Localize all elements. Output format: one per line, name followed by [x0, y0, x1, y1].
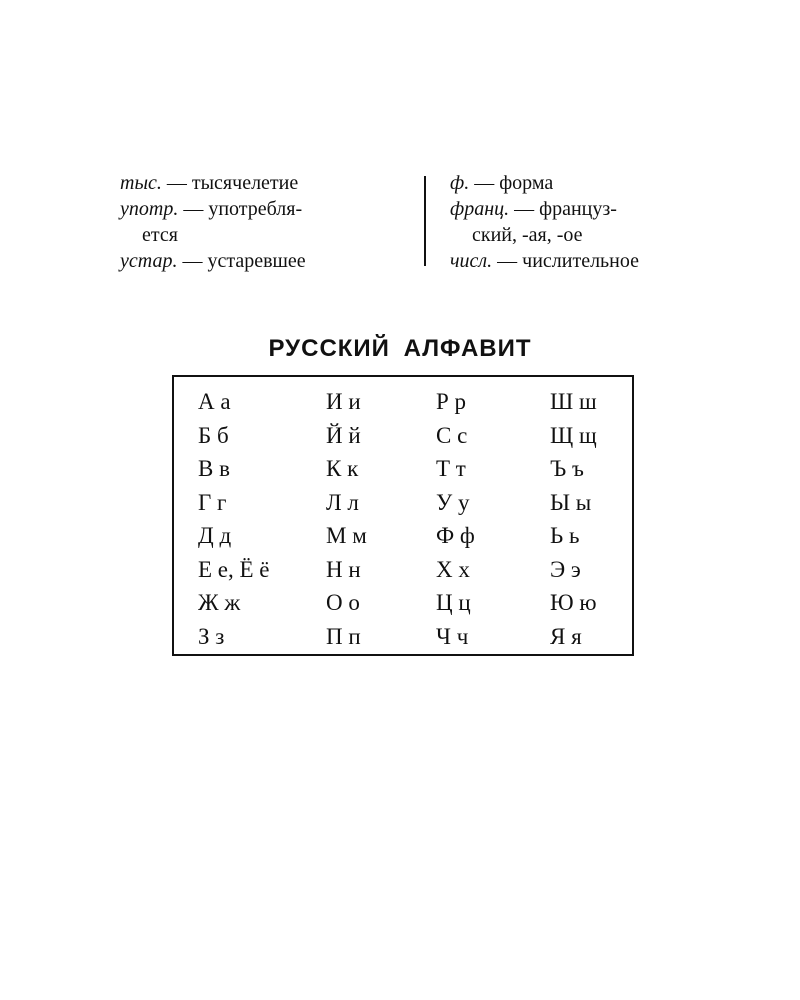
alphabet-column	[326, 385, 367, 653]
alphabet-letter: Э э	[550, 556, 581, 582]
alphabet-letter: Ы ы	[550, 489, 592, 515]
alphabet-column	[436, 385, 475, 653]
alphabet-letter: С с	[436, 422, 468, 448]
abbreviation-definition: — числительное	[497, 250, 640, 272]
abbreviation-definition: — употребля-	[183, 198, 303, 220]
abbreviation-term: употр.	[120, 198, 179, 220]
abbreviations-section	[120, 170, 740, 280]
alphabet-letter: Л л	[326, 489, 359, 515]
alphabet-letter: З з	[198, 623, 225, 649]
alphabet-letter: О о	[326, 590, 360, 615]
alphabet-letter: Н н	[326, 556, 361, 582]
alphabet-letter: Е е, Ё ё	[198, 556, 270, 582]
alphabet-letter: И и	[326, 389, 361, 414]
alphabet-letter: Д д	[198, 523, 232, 548]
alphabet-title: РУССКИЙ АЛФАВИТ	[268, 335, 532, 362]
alphabet-letter: П п	[326, 623, 361, 649]
alphabet-letter: М м	[326, 523, 367, 548]
column-divider	[424, 176, 426, 266]
abbreviation-term: франц.	[450, 198, 510, 220]
alphabet-letter: К к	[326, 456, 359, 481]
abbreviation-term: ф.	[450, 172, 470, 194]
alphabet-letter: Щ щ	[550, 422, 597, 448]
abbreviation-definition: — форма	[474, 172, 554, 194]
abbreviation-entry	[450, 248, 740, 274]
abbreviations-left-column	[120, 170, 405, 274]
abbreviation-entry	[120, 248, 405, 274]
abbreviation-term: числ.	[450, 250, 493, 272]
abbreviation-term: устар.	[120, 250, 178, 272]
abbreviation-entry	[120, 170, 405, 196]
alphabet-letter: Ш ш	[550, 389, 597, 414]
alphabet-letter: Ж ж	[198, 590, 241, 615]
alphabet-letter: Б б	[198, 422, 229, 448]
alphabet-letter: Ц ц	[436, 590, 471, 615]
abbreviations-right-column	[450, 170, 740, 274]
abbreviation-entry	[120, 196, 405, 248]
alphabet-letter: Г г	[198, 489, 227, 515]
alphabet-letter: Я я	[550, 623, 582, 649]
alphabet-letter: Т т	[436, 456, 466, 481]
alphabet-letter: А а	[198, 389, 231, 414]
alphabet-letter: Ч ч	[436, 623, 469, 649]
alphabet-letter: Ь ь	[550, 523, 580, 548]
abbreviation-term: тыс.	[120, 172, 162, 194]
abbreviation-definition: — тысячелетие	[166, 172, 299, 194]
alphabet-letter: В в	[198, 456, 230, 481]
alphabet-column	[550, 385, 597, 653]
alphabet-letter: Х х	[436, 556, 470, 582]
alphabet-letter: Ъ ъ	[550, 456, 584, 481]
abbreviation-definition-continuation: ется	[142, 224, 178, 246]
abbreviation-entry	[450, 196, 740, 248]
alphabet-letter: Р р	[436, 389, 467, 414]
alphabet-column	[198, 385, 270, 653]
alphabet-letter: Й й	[326, 422, 361, 448]
abbreviation-definition: — француз-	[514, 198, 617, 220]
abbreviation-definition: — устаревшее	[182, 250, 306, 272]
abbreviation-entry	[450, 170, 740, 196]
alphabet-table	[172, 375, 634, 656]
alphabet-letter: У у	[436, 489, 470, 515]
alphabet-letter: Ф ф	[436, 523, 475, 548]
alphabet-letter: Ю ю	[550, 590, 597, 615]
abbreviation-definition-continuation: ский, -ая, -ое	[472, 224, 583, 246]
